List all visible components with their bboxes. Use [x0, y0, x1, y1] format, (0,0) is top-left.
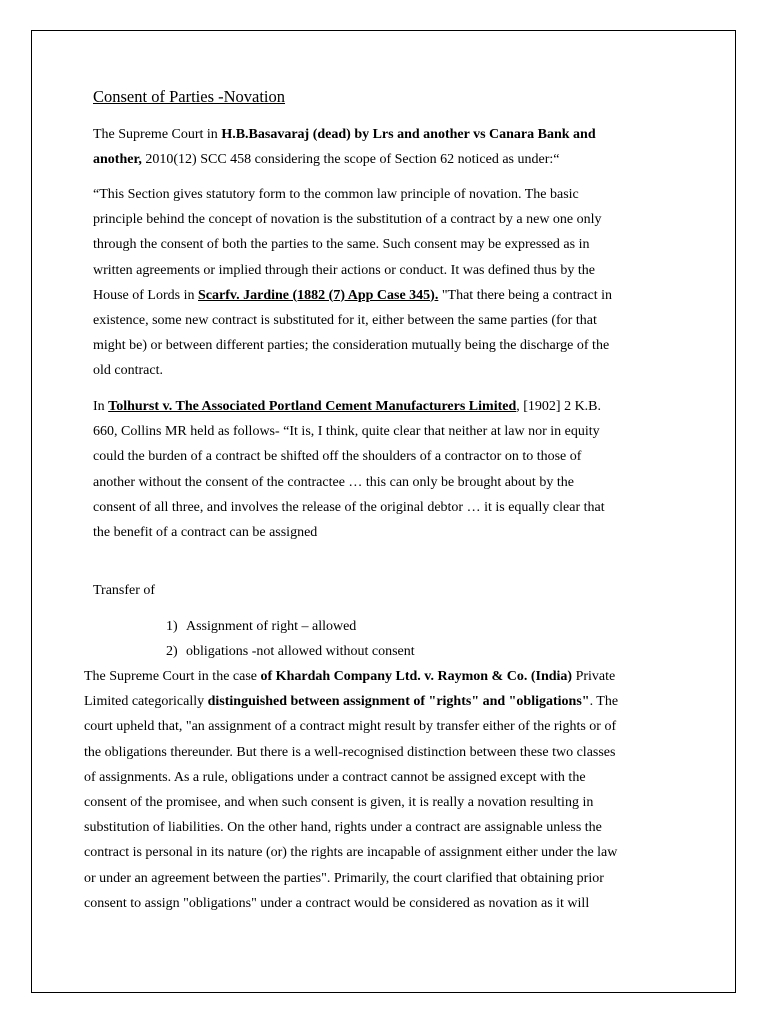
transfer-label — [93, 578, 673, 603]
case-citation-scarf: Scarfv. Jardine (1882 (7) App Case 345). — [198, 287, 439, 303]
text-line: could the burden of a contract be shifted off the shoulders of a contractor on to those of — [93, 449, 582, 465]
list-text: obligations -not allowed without consent — [186, 644, 415, 659]
text: Private — [572, 669, 616, 684]
text-line: existence, some new contract is substituted for it, either between the same parties (for that — [93, 312, 597, 328]
text-line: 660, Collins MR held as follows- “It is, I think, quite clear that neither at law nor in equity — [93, 424, 600, 440]
text: Limited categorically — [84, 694, 208, 710]
text: The Supreme Court in — [93, 127, 222, 142]
transfer-list — [166, 614, 415, 664]
emphasis: distinguished between assignment of "rights" and "obligations" — [207, 694, 590, 710]
text-line: “This Section gives statutory form to the common law principle of novation. The basic — [93, 187, 579, 202]
case-name-cont: another, — [93, 152, 142, 168]
text-line: another without the consent of the contractee … this can only be brought about by the — [93, 474, 574, 490]
text-line: the obligations thereunder. But there is a well-recognised distinction between these two classes — [84, 744, 616, 760]
list-item — [166, 614, 415, 639]
text: House of Lords in — [93, 287, 198, 303]
page-title: Consent of Parties -Novation — [93, 87, 286, 106]
paragraph-khardah — [84, 664, 684, 916]
case-name: H.B.Basavaraj (dead) by Lrs and another vs Canara Bank and — [221, 127, 596, 142]
text-line: principle behind the concept of novation is the substitution of a contract by a new one only — [93, 212, 602, 228]
paragraph-tolhurst — [93, 394, 673, 545]
text-line: consent to assign "obligations" under a contract would be considered as novation as it will — [84, 895, 590, 911]
text-line: written agreements or implied through their actions or conduct. It was defined thus by the — [93, 262, 595, 278]
list-number: 1) — [166, 619, 178, 634]
list-number: 2) — [166, 644, 178, 659]
text: The Supreme Court in the case — [84, 669, 261, 684]
text: . The — [589, 694, 619, 710]
text-line: the benefit of a contract can be assigned — [93, 524, 318, 540]
text-line: Transfer of — [93, 583, 156, 598]
text-line: might be) or between different parties; the consideration mutually being the discharge of the — [93, 338, 610, 354]
list-item — [166, 639, 415, 664]
text: "That there being a contract in — [438, 287, 612, 303]
text: , [1902] 2 K.B. — [516, 399, 602, 414]
case-citation-tolhurst: Tolhurst v. The Associated Portland Cement Manufacturers Limited — [108, 399, 517, 414]
text-line: substitution of liabilities. On the other hand, rights under a contract are assignable unless the — [84, 820, 602, 836]
text-line: through the consent of both the parties to the same. Such consent may be expressed as in — [93, 237, 590, 253]
text: 2010(12) SCC 458 considering the scope of Section 62 noticed as under:“ — [141, 152, 560, 168]
text-line: consent of all three, and involves the release of the original debtor … it is equally clear that — [93, 499, 605, 515]
text: In — [93, 399, 109, 414]
text-line: old contract. — [93, 363, 163, 379]
text-line: consent of the promisee, and when such consent is given, it is really a novation resulting in — [84, 794, 594, 810]
list-text: Assignment of right – allowed — [186, 619, 357, 634]
text-line: contract is personal in its nature (or) the rights are incapable of assignment either under the law — [84, 845, 618, 861]
paragraph-basavaraj — [93, 122, 673, 172]
text-line: court upheld that, "an assignment of a contract might result by transfer either of the rights or of — [84, 719, 617, 735]
case-name-khardah: of Khardah Company Ltd. v. Raymon & Co. (India) — [260, 669, 573, 684]
text-line: or under an agreement between the parties". Primarily, the court clarified that obtaining prior — [84, 870, 604, 886]
paragraph-novation-quote — [93, 182, 673, 384]
text-line: of assignments. As a rule, obligations under a contract cannot be assigned except with the — [84, 769, 586, 785]
